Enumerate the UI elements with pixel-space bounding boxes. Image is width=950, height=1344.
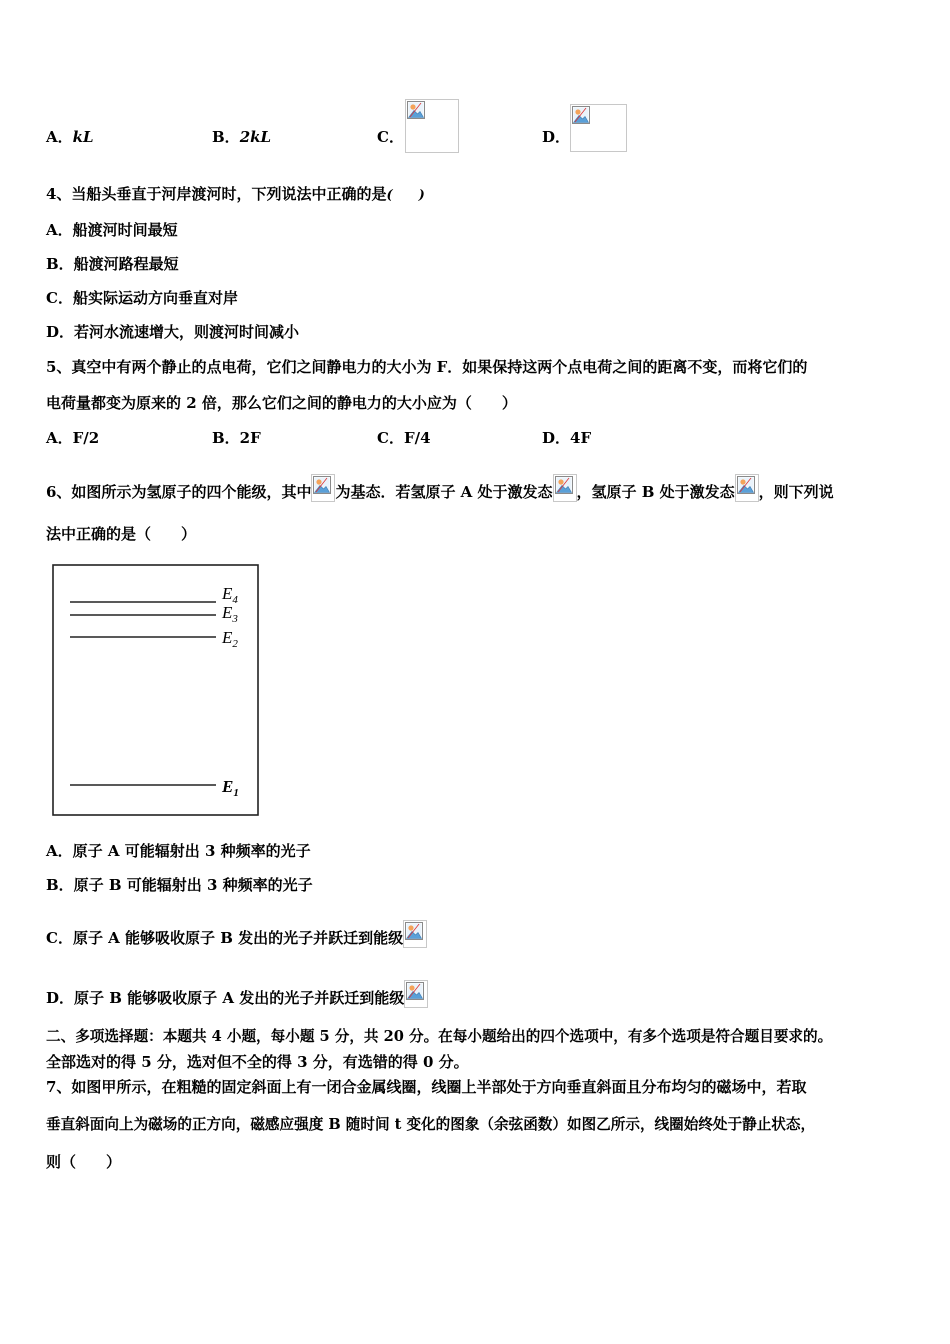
q4-option-a: A．船渡河时间最短 (46, 221, 178, 239)
energy-level-figure (48, 562, 262, 820)
label-e4-letter: E (222, 584, 233, 603)
q6-option-d (46, 980, 428, 1008)
section2-line1: 二、多项选择题：本题共 4 小题，每小题 5 分，共 20 分。在每小题给出的四个选项中，有多个选项是符合题目要求的。 (46, 1028, 833, 1045)
q6-option-c-image (403, 920, 427, 948)
q7-line1: 7、如图甲所示，在粗糙的固定斜面上有一闭合金属线圈，线圈上半部处于方向垂直斜面且分布均匀的磁场中，若取 (46, 1078, 807, 1096)
label-e2 (221, 628, 238, 650)
label-e1 (221, 777, 239, 799)
label-e4-sub: 4 (232, 594, 238, 606)
q4-option-d: D．若河水流速增大，则渡河时间减小 (46, 323, 300, 341)
q3-option-c-label: C． (377, 128, 404, 146)
q6-stem-part4: ，则下列说 (758, 483, 834, 501)
q7-line2: 垂直斜面向上为磁场的正方向，磁感应强度 B 随时间 t 变化的图象（余弦函数）如图乙所示，线圈始终处于静止状态， (46, 1116, 816, 1133)
q6-option-a: A．原子 A 可能辐射出 3 种频率的光子 (46, 842, 311, 860)
q6-state-a-image (553, 474, 577, 502)
q4-stem-text: 4、当船头垂直于河岸渡河时，下列说法中正确的是 (46, 185, 387, 203)
broken-image-icon (405, 922, 423, 940)
q3-option-b-text: 2kL (239, 128, 272, 146)
label-e2-sub: 2 (232, 638, 238, 650)
q6-stem-part3: ，氢原子 B 处于激发态 (576, 483, 735, 501)
q3-option-a (46, 127, 94, 147)
section2-line2: 全部选对的得 5 分，选对但不全的得 3 分，有选错的得 0 分。 (46, 1053, 469, 1071)
q3-option-d (542, 127, 570, 147)
q4-paren: ( ) (386, 188, 425, 203)
label-e1-letter: E (222, 777, 234, 796)
broken-image-icon (555, 476, 573, 494)
label-e3-letter: E (222, 603, 233, 622)
broken-image-icon (737, 476, 755, 494)
q6-stem-line2: 法中正确的是（ ） (46, 525, 197, 543)
q4-stem (46, 184, 425, 206)
q6-option-c-text: C．原子 A 能够吸收原子 B 发出的光子并跃迁到能级 (46, 929, 404, 947)
q3-option-c (377, 127, 404, 147)
q5-option-a: A．F/2 (46, 429, 100, 447)
q3-option-d-image (570, 104, 627, 152)
q7-line3: 则（ ） (46, 1153, 122, 1171)
q6-option-d-image (404, 980, 428, 1008)
label-e3 (221, 603, 238, 625)
label-e3-sub: 3 (232, 613, 238, 625)
broken-image-icon (406, 982, 424, 1000)
broken-image-icon (572, 106, 590, 124)
q5-stem-line2: 电荷量都变为原来的 2 倍，那么它们之间的静电力的大小应为（ ） (46, 394, 517, 412)
broken-image-icon (407, 101, 425, 119)
q4-option-c: C．船实际运动方向垂直对岸 (46, 289, 238, 307)
q6-stem-line1 (46, 474, 834, 502)
q6-option-d-text: D．原子 B 能够吸收原子 A 发出的光子并跃迁到能级 (46, 989, 405, 1007)
q3-option-a-text: kL (72, 128, 94, 146)
q3-option-b-label: B． (212, 128, 240, 146)
broken-image-icon (313, 476, 331, 494)
q5-option-b: B．2F (212, 429, 261, 447)
label-e2-letter: E (222, 628, 233, 647)
q6-stem-part2: 为基态．若氢原子 A 处于激发态 (335, 483, 553, 501)
q3-option-b (212, 127, 271, 147)
q4-option-b: B．船渡河路程最短 (46, 255, 179, 273)
q5-stem-line1: 5、真空中有两个静止的点电荷，它们之间静电力的大小为 F．如果保持这两个点电荷之间的距离不变，而将它们的 (46, 358, 808, 376)
q3-option-a-label: A． (46, 128, 73, 146)
q6-option-b: B．原子 B 可能辐射出 3 种频率的光子 (46, 876, 313, 894)
q3-option-d-label: D． (542, 128, 571, 146)
q6-stem-part1: 6、如图所示为氢原子的四个能级，其中 (46, 483, 312, 501)
q6-option-c (46, 920, 427, 948)
q6-ground-state-image (311, 474, 335, 502)
label-e1-sub: 1 (233, 787, 239, 799)
q6-state-b-image (735, 474, 759, 502)
q3-option-c-image (405, 99, 459, 153)
q5-option-d: D．4F (542, 429, 592, 447)
q5-option-c: C．F/4 (377, 429, 431, 447)
